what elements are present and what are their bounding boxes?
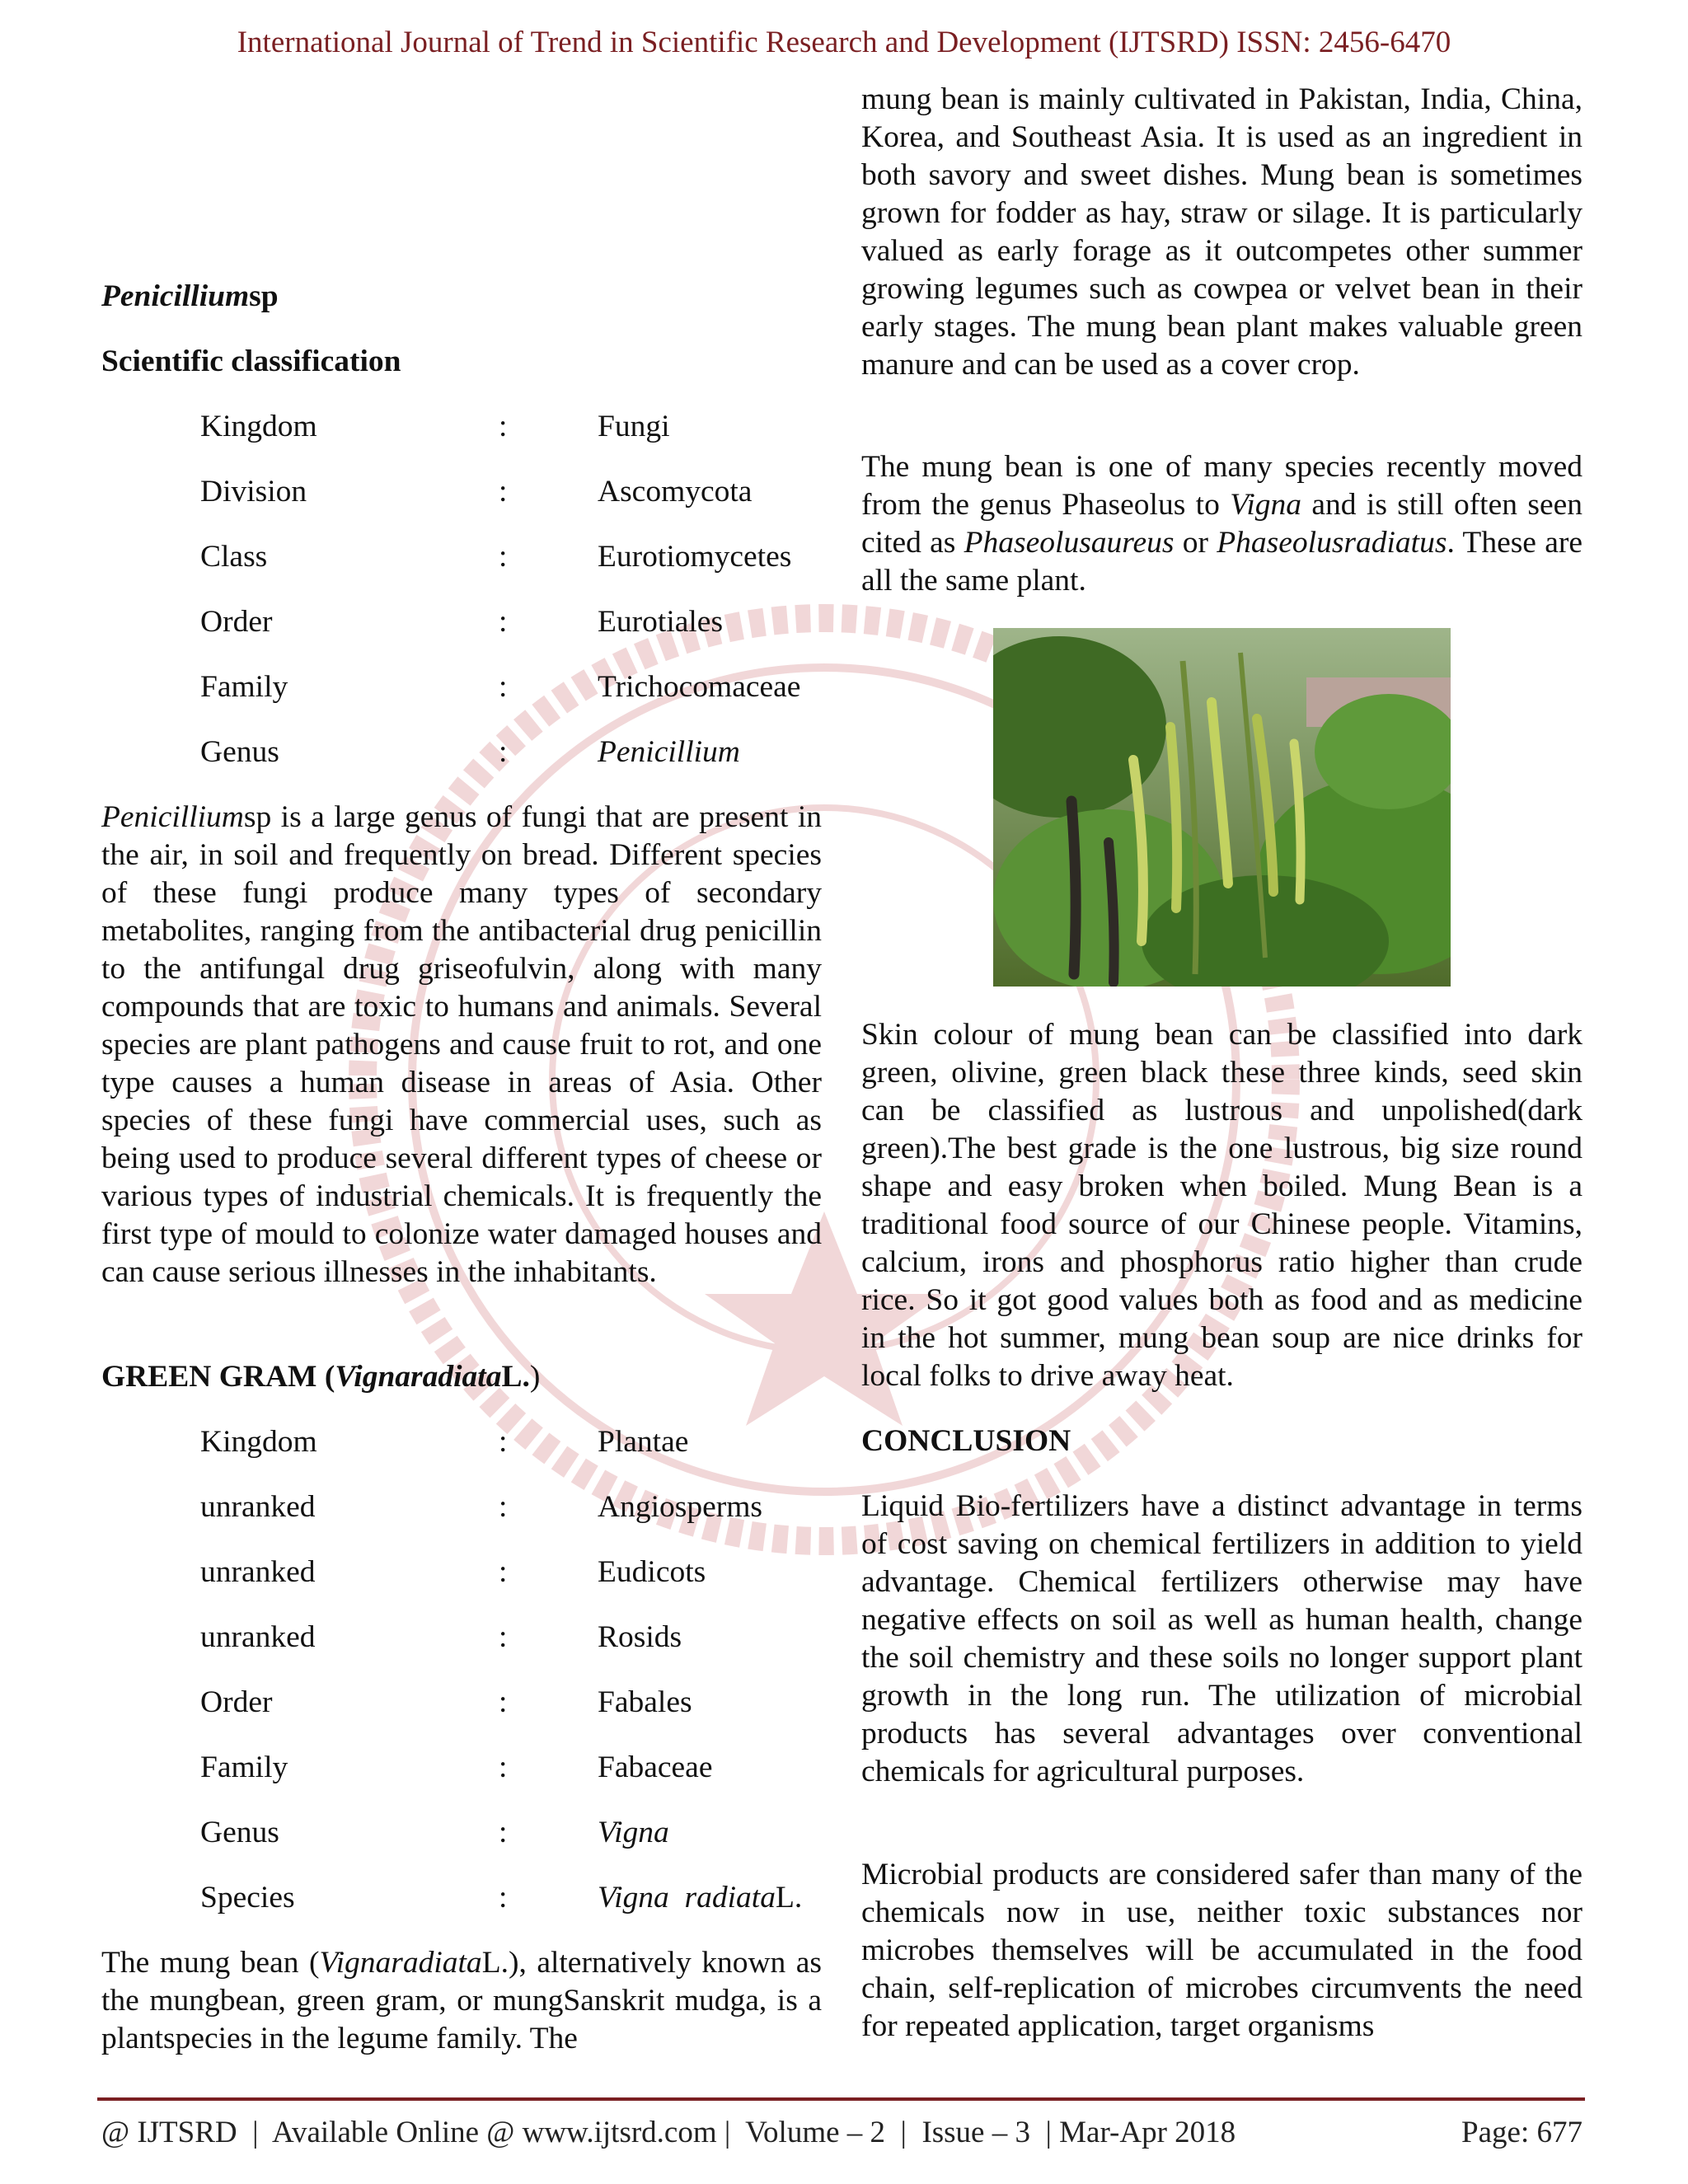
mung-bean-plant-illustration bbox=[993, 628, 1451, 987]
mung-bean-cultivation: mung bean is mainly cultivated in Pakistan, India, China, Korea, and Southeast Asia. It is used as an ingredient in both savory and sweet dishes. Mung bean is sometimes grown for fodder as hay, straw or silage. It is particularly valued as early forage as it outcompetes other summer growing legumes such as cowpea or velvet bean in their early stages. The mung bean plant makes valuable green manure and can be used as a cover crop. bbox=[861, 82, 1582, 382]
footer-journal-info: @ IJTSRD | Available Online @ www.ijtsrd.com | Volume – 2 | Issue – 3 | Mar-Apr 2018 bbox=[101, 2116, 1236, 2149]
page-footer bbox=[101, 2114, 1582, 2152]
journal-header: International Journal of Trend in Scientific Research and Development (IJTSRD) ISSN: 2456-6470 bbox=[237, 26, 1451, 59]
mung-bean-skin-colour: Skin colour of mung bean can be classified into dark green, olivine, green black these three kinds, seed skin can be classified as lustrous and unpolished(dark green).The best grade is the one lustrous, big size round shape and easy broken when boiled. Mung Bean is a traditional food source of our Chinese people. Vitamins, calcium, irons and phosphorus ratio higher than crude rice. So it got good values both as food and as medicine in the hot summer, mung bean soup are nice drinks for local folks to drive away heat. bbox=[861, 1018, 1582, 1393]
conclusion-heading: CONCLUSION bbox=[861, 1424, 1071, 1458]
penicillium-title: Penicilliumsp bbox=[101, 279, 279, 313]
penicillium-description: Penicilliumsp is a large genus of fungi that are present in the air, in soil and frequently on bread. Different species of these fungi produce many types of secondary metabolites, ranging from the antibacterial drug penicillin to the antifungal drug griseofulvin, along with many compounds that are toxic to humans and animals. Several species are plant pathogens and cause fruit to rot, and one type causes a human disease in areas of Asia. Other species of these fungi have commercial uses, such as being used to produce several different types of cheese or various types of industrial chemicals. It is frequently the first type of mould to colonize water damaged houses and can cause serious illnesses in the inhabitants. bbox=[101, 800, 822, 1289]
footer-divider bbox=[97, 2097, 1585, 2101]
page-number: Page: 677 bbox=[1461, 2116, 1582, 2149]
mung-bean-intro: The mung bean (VignaradiataL.), alternatively known as the mungbean, green gram, or mungSanskrit mudga, is a plantspecies in the legume family. The bbox=[101, 1946, 823, 2055]
conclusion-paragraph-2: Microbial products are considered safer than many of the chemicals now in use, neither toxic substances nor microbes themselves will be accumulated in the food chain, self-replication of microbes circumvents the need for repeated application, target organisms bbox=[861, 1858, 1582, 2043]
mung-bean-taxonomy-note: The mung bean is one of many species recently moved from the genus Phaseolus to Vigna and is still often seen cited as Phaseolusaureus or Phaseolusradiatus. These are all the same plant. bbox=[861, 450, 1582, 598]
mung-bean-plant-photo bbox=[993, 628, 1451, 987]
conclusion-paragraph-1: Liquid Bio-fertilizers have a distinct advantage in terms of cost saving on chemical fertilizers in addition to yield advantage. Chemical fertilizers otherwise may have negative effects on soil as well as human health, change the soil chemistry and these soils no longer support plant growth in the long run. The utilization of microbial products has several advantages over conventional chemicals for agricultural purposes. bbox=[861, 1489, 1582, 1788]
scientific-classification-heading: Scientific classification bbox=[101, 344, 401, 378]
green-gram-heading: GREEN GRAM (VignaradiataL.) bbox=[101, 1360, 541, 1394]
